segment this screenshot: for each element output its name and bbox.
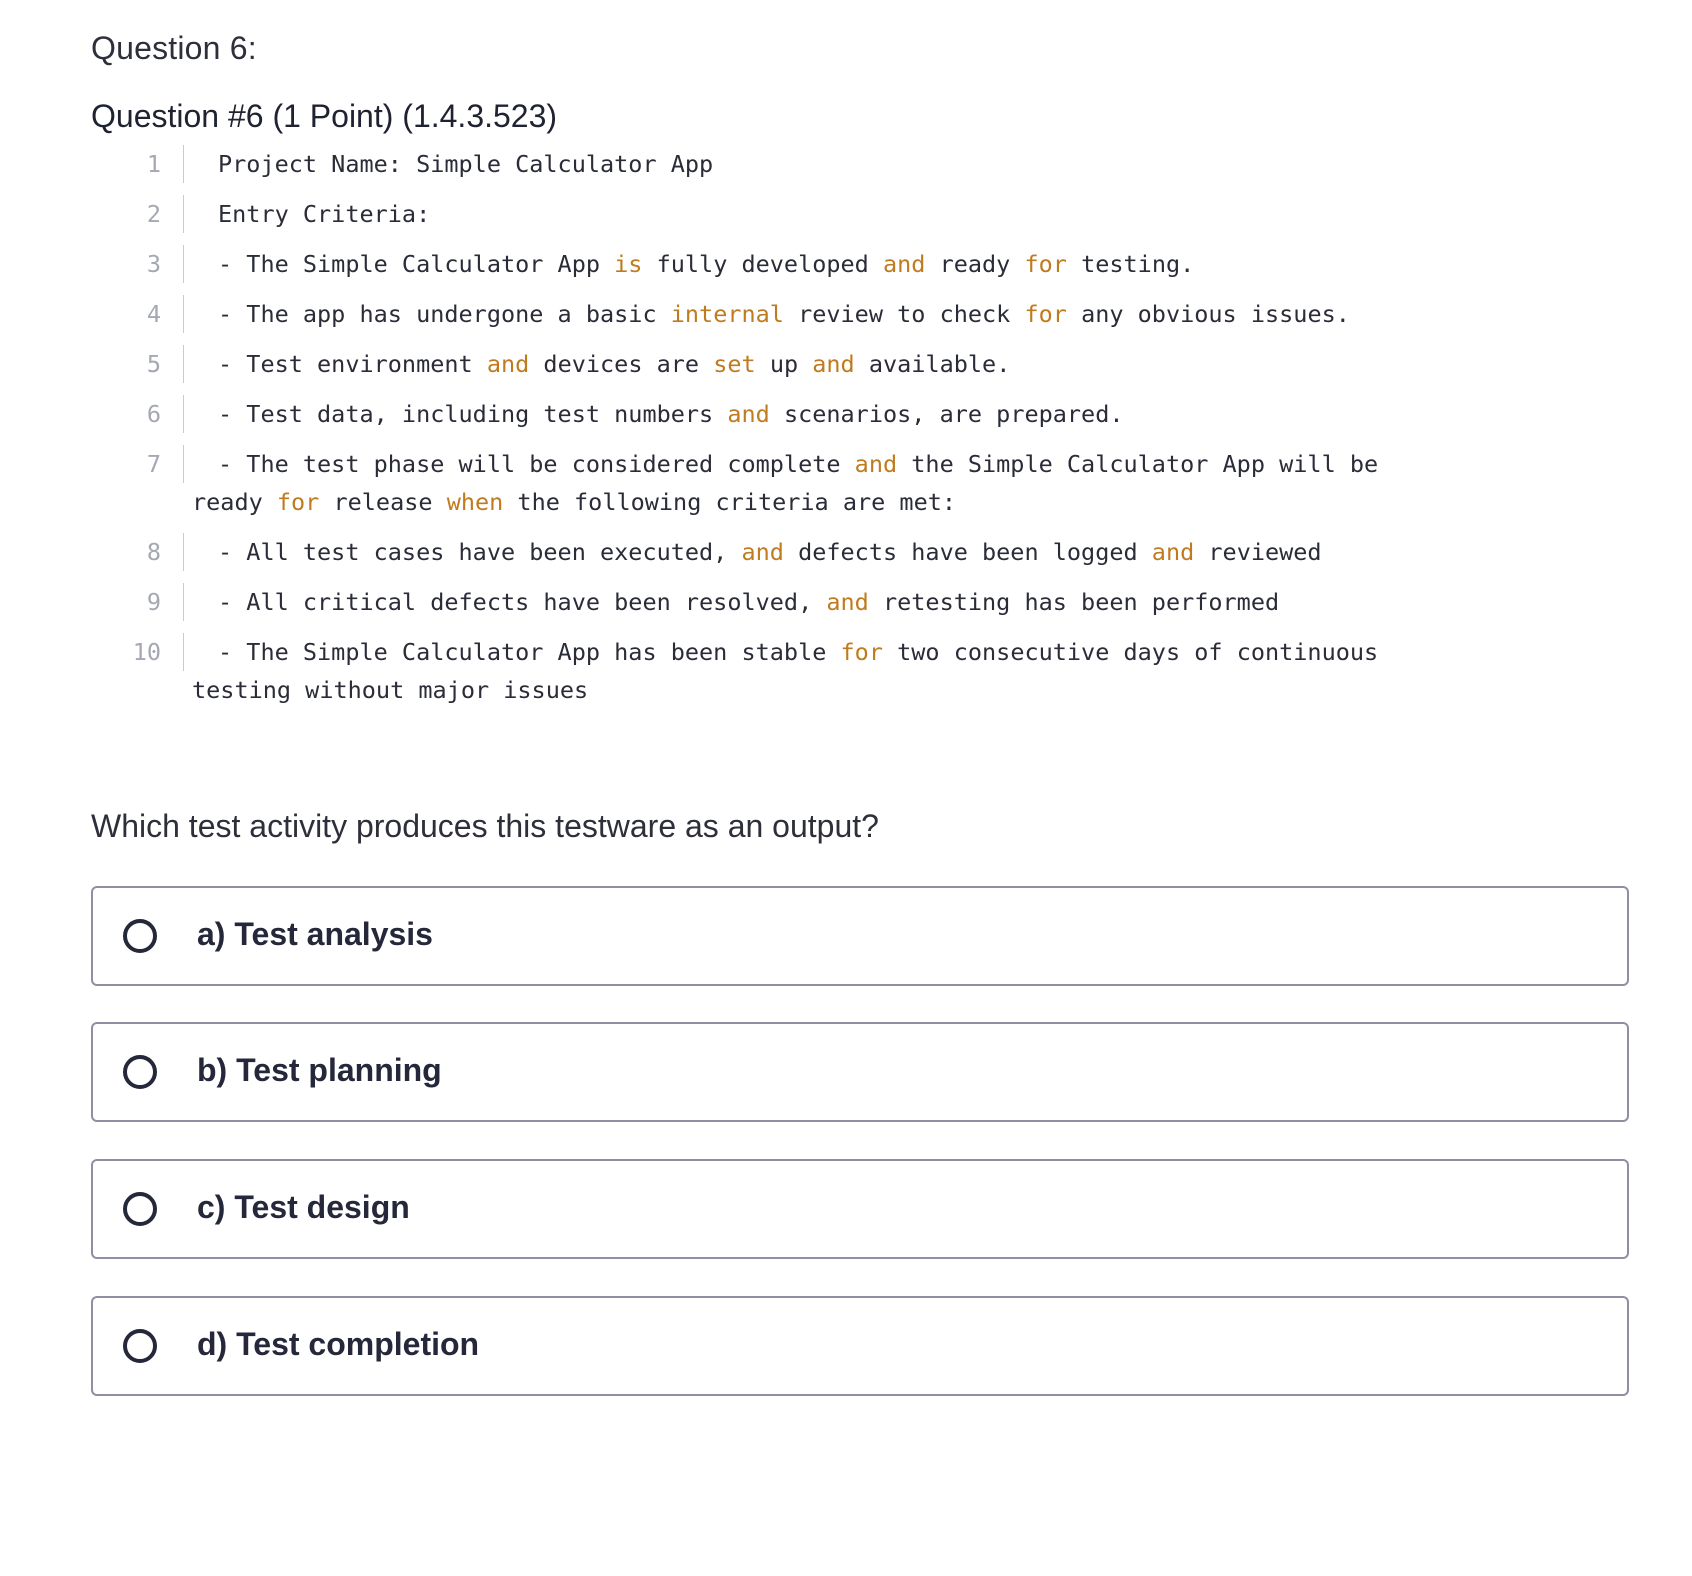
- code-keyword: and: [727, 400, 770, 428]
- code-segment: devices are: [529, 350, 714, 378]
- code-text: [192, 445, 1391, 521]
- code-line: [91, 633, 1391, 709]
- gutter-divider: [183, 345, 184, 383]
- code-line: [91, 395, 1391, 433]
- option-label: d) Test completion: [197, 1326, 480, 1362]
- line-number: 1: [146, 150, 161, 178]
- code-line: [91, 345, 1391, 383]
- option-c[interactable]: [91, 1159, 1629, 1259]
- code-segment: Project Name: Simple Calculator App: [218, 150, 714, 178]
- question-prompt: Which test activity produces this testware as an output?: [91, 808, 879, 844]
- code-line: [91, 533, 1391, 571]
- code-keyword: and: [486, 350, 530, 378]
- code-text: [192, 195, 1391, 233]
- code-segment: scenarios, are prepared.: [769, 400, 1124, 428]
- code-segment: - The test phase will be considered complete: [218, 450, 855, 478]
- code-keyword: for: [1024, 300, 1067, 328]
- code-keyword: and: [854, 450, 898, 478]
- option-label: c) Test design: [197, 1189, 410, 1225]
- radio-circle-icon[interactable]: [123, 919, 157, 953]
- code-segment: - Test environment: [218, 350, 487, 378]
- code-segment: - The Simple Calculator App has been stable: [218, 638, 841, 666]
- code-segment: the following criteria are met:: [503, 488, 957, 516]
- code-keyword: and: [741, 538, 784, 566]
- gutter-divider: [183, 145, 184, 183]
- option-label: b) Test planning: [197, 1052, 442, 1088]
- gutter-divider: [183, 295, 184, 333]
- code-line: [91, 245, 1391, 283]
- line-number: 10: [132, 638, 161, 666]
- gutter-divider: [183, 245, 184, 283]
- code-segment: two consecutive days of continuous testing without major issues: [192, 638, 1393, 704]
- code-segment: fully developed: [642, 250, 883, 278]
- code-text: [192, 345, 1391, 383]
- code-segment: reviewed: [1194, 538, 1322, 566]
- question-title: Question #6 (1 Point) (1.4.3.523): [91, 98, 558, 134]
- code-segment: - The app has undergone a basic: [218, 300, 671, 328]
- option-label: a) Test analysis: [197, 916, 433, 952]
- code-text: [192, 395, 1391, 433]
- code-keyword: for: [276, 488, 320, 516]
- option-b[interactable]: [91, 1022, 1629, 1122]
- code-keyword: set: [713, 350, 756, 378]
- code-text: [192, 245, 1391, 283]
- code-segment: defects have been logged: [783, 538, 1152, 566]
- gutter-divider: [183, 583, 184, 621]
- radio-circle-icon[interactable]: [123, 1055, 157, 1089]
- code-segment: - All critical defects have been resolved,: [218, 588, 827, 616]
- code-line: [91, 445, 1391, 521]
- code-segment: review to check: [783, 300, 1025, 328]
- gutter-divider: [183, 395, 184, 433]
- code-segment: testing.: [1066, 250, 1195, 278]
- code-segment: retesting has been performed: [868, 588, 1280, 616]
- radio-circle-icon[interactable]: [123, 1192, 157, 1226]
- line-number: 5: [146, 350, 161, 378]
- code-text: [192, 533, 1391, 571]
- gutter-divider: [183, 445, 184, 483]
- code-keyword: for: [1024, 250, 1067, 278]
- code-keyword: and: [826, 588, 869, 616]
- code-block: [91, 145, 1391, 721]
- radio-circle-icon[interactable]: [123, 1329, 157, 1363]
- code-segment: - The Simple Calculator App: [218, 250, 615, 278]
- code-segment: - All test cases have been executed,: [218, 538, 742, 566]
- question-number-label: Question 6:: [91, 30, 257, 66]
- gutter-divider: [183, 533, 184, 571]
- line-number: 6: [146, 400, 161, 428]
- code-keyword: and: [1151, 538, 1195, 566]
- line-number: 7: [146, 450, 161, 478]
- code-keyword: and: [812, 350, 855, 378]
- code-segment: Entry Criteria:: [218, 200, 431, 228]
- code-text: [192, 295, 1391, 333]
- code-segment: any obvious issues.: [1066, 300, 1350, 328]
- code-keyword: is: [614, 250, 643, 278]
- code-line: [91, 583, 1391, 621]
- line-number: 3: [146, 250, 161, 278]
- code-line: [91, 145, 1391, 183]
- code-line: [91, 295, 1391, 333]
- code-segment: release: [319, 488, 447, 516]
- option-a[interactable]: [91, 886, 1629, 986]
- line-number: 8: [146, 538, 161, 566]
- code-segment: up: [755, 350, 813, 378]
- gutter-divider: [183, 633, 184, 671]
- code-text: [192, 583, 1391, 621]
- code-segment: the Simple Calculator App will be ready: [192, 450, 1393, 516]
- code-segment: - Test data, including test numbers: [218, 400, 728, 428]
- code-keyword: when: [446, 488, 504, 516]
- code-keyword: and: [882, 250, 926, 278]
- code-keyword: for: [840, 638, 883, 666]
- line-number: 2: [146, 200, 161, 228]
- code-segment: ready: [925, 250, 1025, 278]
- code-text: [192, 633, 1391, 709]
- code-segment: available.: [854, 350, 1011, 378]
- code-line: [91, 195, 1391, 233]
- gutter-divider: [183, 195, 184, 233]
- code-text: [192, 145, 1391, 183]
- line-number: 9: [146, 588, 161, 616]
- option-d[interactable]: [91, 1296, 1629, 1396]
- line-number: 4: [146, 300, 161, 328]
- code-keyword: internal: [670, 300, 784, 328]
